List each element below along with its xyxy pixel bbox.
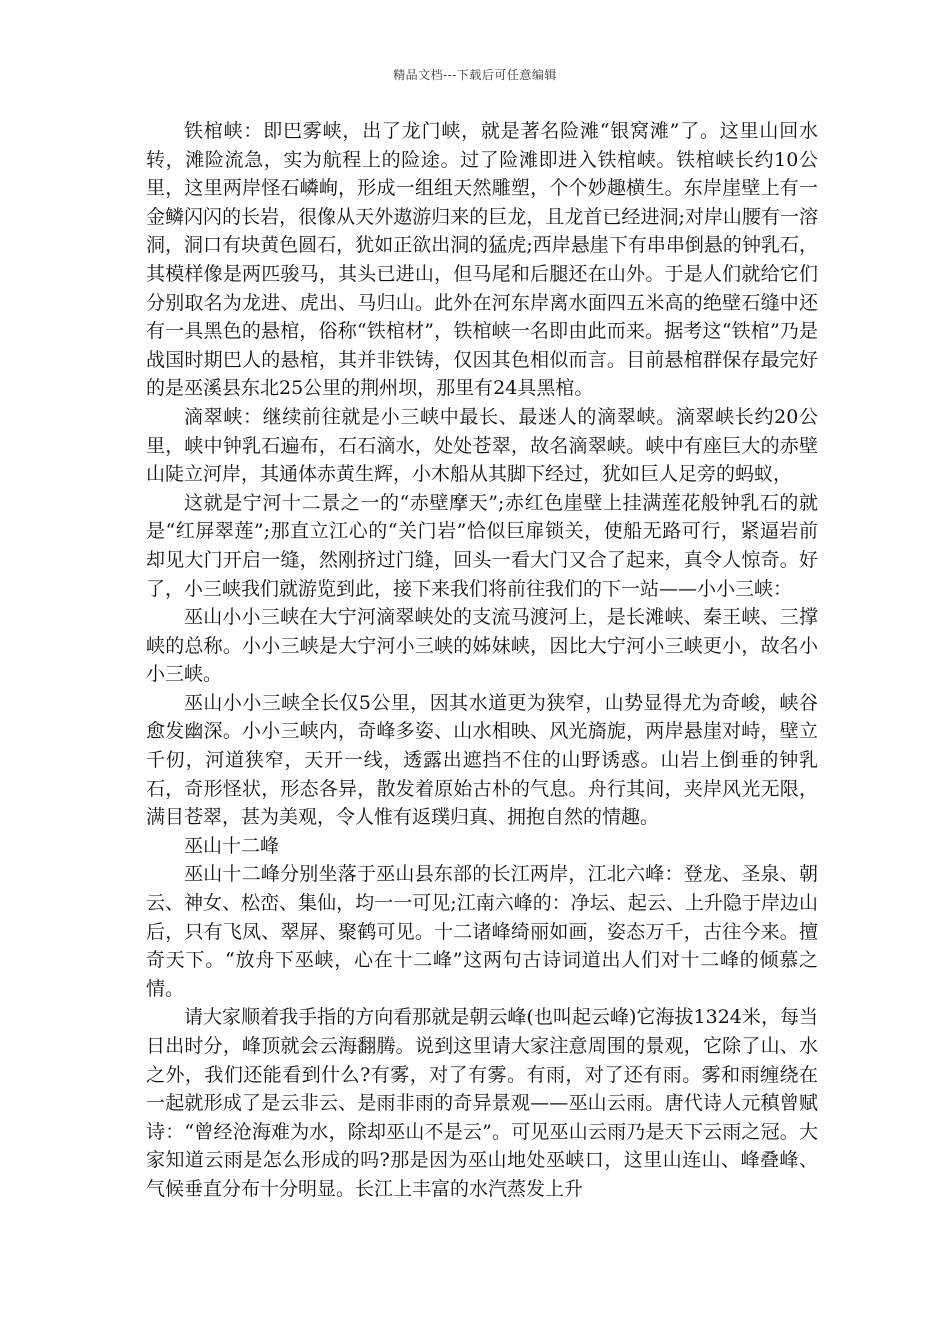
page-header: 精品文档---下载后可任意编辑: [393, 68, 557, 82]
paragraph-chaoyun-peak: 请大家顺着我手指的方向看那就是朝云峰(也叫起云峰)它海拔1324米，每当日出时分，峰顶就会云海翻腾。说到这里请大家注意周围的景观，它除了山、水之外，我们还能看到什么?有雾，对了有雾。有雨，对了还有雨。雾和雨缠绕在一起就形成了是云非云、是雨非雨的奇异景观——巫山云雨。唐代诗人元稹曾赋诗：“曾经沧海难为水，除却巫山不是云”。可见巫山云雨乃是天下云雨之冠。大家知道云雨是怎么形成的吗?那是因为巫山地处巫峡口，这里山连山、峰叠峰、气候垂直分布十分明显。长江上丰富的水汽蒸发上升: [146, 1006, 818, 1200]
paragraph-xiaoxiao-sanxia-intro: 巫山小小三峡在大宁河滴翠峡处的支流马渡河上，是长滩峡、秦王峡、三撑峡的总称。小小三峡是大宁河小三峡的姊妹峡，因比大宁河小三峡更小，故名小小三峡。: [146, 606, 818, 686]
paragraph-xiaoxiao-sanxia-detail: 巫山小小三峡全长仅5公里，因其水道更为狭窄，山势显得尤为奇峻，峡谷愈发幽深。小小三峡内，奇峰多姿、山水相映、风光旖旎，两岸悬崖对峙，壁立千仞，河道狭窄，天开一线，透露出遮挡不住的山野诱惑。山岩上倒垂的钟乳石，奇形怪状，形态各异，散发着原始古朴的气息。舟行其间，夹岸风光无限，满目苍翠，甚为美观，令人惟有返璞归真、拥抱自然的情趣。: [146, 691, 818, 829]
paragraph-dicui-gorge: 滴翠峡：继续前往就是小三峡中最长、最迷人的滴翠峡。滴翠峡长约20公里，峡中钟乳石遍布，石石滴水，处处苍翠，故名滴翠峡。峡中有座巨大的赤壁山陡立河岸，其通体赤黄生辉，小木船从其脚下经过，犹如巨人足旁的蚂蚁，: [146, 405, 818, 486]
paragraph-twelve-peaks: 巫山十二峰分别坐落于巫山县东部的长江两岸，江北六峰：登龙、圣泉、朝云、神女、松峦、集仙，均一一可见;江南六峰的：净坛、起云、上升隐于岸边山后，只有飞凤、翠屏、聚鹤可见。十二诸峰绮丽如画，姿态万千，古往今来。擅奇天下。“放舟下巫峡，心在十二峰”这两句古诗词道出人们对十二峰的倾慕之情。: [146, 863, 818, 1000]
document-body: [146, 117, 818, 1204]
paragraph-tieguan-gorge: 铁棺峡：即巴雾峡，出了龙门峡，就是著名险滩“银窝滩”了。这里山回水转，滩险流急，实为航程上的险途。过了险滩即进入铁棺峡。铁棺峡长约10公里，这里两岸怪石嶙峋，形成一组组天然雕塑，个个妙趣横生。东岸崖壁上有一金鳞闪闪的长岩，很像从天外遨游归来的巨龙，且龙首已经进洞;对岸山腰有一溶洞，洞口有块黄色圆石，犹如正欲出洞的猛虎;西岸悬崖下有串串倒悬的钟乳石，其模样像是两匹骏马，其头已进山，但马尾和后腿还在山外。于是人们就给它们分别取名为龙进、虎出、马归山。此外在河东岸离水面四五米高的绝壁石缝中还有一具黑色的悬棺，俗称“铁棺材”，铁棺峡一名即由此而来。据考这“铁棺”乃是战国时期巴人的悬棺，其并非铁铸，仅因其色相似而言。目前悬棺群保存最完好的是巫溪县东北25公里的荆州坝，那里有24具黑棺。: [146, 120, 818, 400]
paragraph-chibi-motian: 这就是宁河十二景之一的“赤壁摩天”;赤红色崖壁上挂满莲花般钟乳石的就是“红屏翠莲”;那直立江心的“关门岩”恰似巨扉锁关，使船无路可行，紧逼岩前却见大门开启一缝，然刚挤过门缝，回头一看大门又合了起来，真令人惊奇。好了，小三峡我们就游览到此，接下来我们将前往我们的下一站——小小三峡：: [146, 491, 818, 600]
section-heading-twelve-peaks: 巫山十二峰: [184, 834, 280, 857]
